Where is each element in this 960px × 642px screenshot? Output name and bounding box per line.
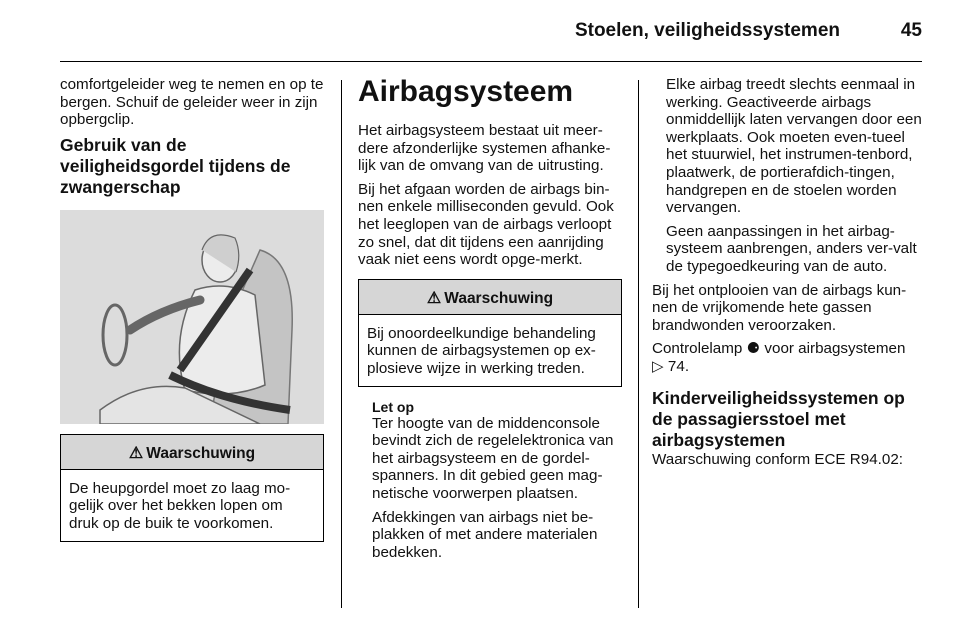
page-number: 45 [900, 20, 922, 41]
warning-title: Waarschuwing [146, 444, 256, 462]
paragraph: Bij het ontplooien van de airbags kun-nen de vrijkomende hete gassen brandwonden veroorzaken. [652, 281, 907, 334]
warning-body [359, 315, 621, 386]
seatbelt-illustration-drawing [60, 210, 324, 424]
warning-title: Waarschuwing [444, 289, 554, 307]
paragraph: Bij het afgaan worden de airbags bin-nen enkele milliseconden gevuld. Ook het leeglopen van de airbags verloopt zo snel, dat dit tijdens een aanrijding vaak niet eens wordt opge-merkt. [358, 180, 614, 269]
column-divider [341, 80, 342, 608]
control-lamp-prefix: Controlelamp [652, 340, 743, 358]
section-title: Airbagsysteem [358, 75, 574, 108]
warning-triangle-icon: ⚠ [128, 444, 144, 462]
section-heading: Kinderveiligheidssystemen op de passagiersstoel met airbagsystemen [652, 387, 905, 450]
paragraph: Elke airbag treedt slechts eenmaal in werking. Geactiveerde airbags onmiddellijk laten vervangen door een werkplaats. Ook moeten even-tueel het stuurwiel, het instrumen-tenbord, plaatwerk, de portierafdich-tingen, handgrepen en de stoelen worden vervangen. [666, 76, 922, 217]
pregnant-seatbelt-illustration [60, 210, 324, 424]
warning-header [61, 435, 323, 470]
warning-header [359, 280, 621, 315]
column-2 [358, 76, 622, 567]
arrow-reference-icon: ▷ [652, 357, 664, 375]
header-rule [60, 61, 922, 62]
page-reference: 74. [667, 357, 690, 375]
intro-text: comfortgeleider weg te nemen en op te bergen. Schuif de geleider weer in zijn opbergclip. [60, 76, 324, 129]
note-continuation [652, 76, 924, 276]
column-divider [638, 80, 639, 608]
control-lamp-suffix: voor airbagsystemen [764, 340, 906, 358]
paragraph: Het airbagsysteem bestaat uit meer-dere afzonderlijke systemen afhanke-lijk van de omvang van de uitrusting. [358, 122, 611, 175]
note-paragraph: Afdekkingen van airbags niet be-plakken of met andere materialen bedekken. [372, 508, 598, 561]
column-1 [60, 76, 324, 552]
warning-box [358, 279, 622, 387]
warning-body [61, 470, 323, 541]
warning-triangle-icon: ⚠ [426, 289, 442, 307]
paragraph: Geen aanpassingen in het airbag-systeem aanbrengen, anders ver-valt de typegoedkeuring van de auto. [666, 222, 917, 275]
note-title: Let op [372, 398, 414, 415]
note-block [358, 399, 622, 562]
section-heading: Gebruik van de veiligheidsgordel tijdens de zwangerschap [60, 134, 291, 197]
control-lamp-paragraph [652, 340, 924, 375]
note-paragraph: Ter hoogte van de middenconsole bevindt zich de regelelektronica van het airbagsysteem en de gordel-spanners. In dit gebied geen mag-netische voorwerpen plaatsen. [372, 414, 614, 502]
warning-box [60, 434, 324, 542]
warning-text: De heupgordel moet zo laag mo-gelijk over het bekken lopen om druk op de buik te voorkomen. [69, 479, 291, 532]
airbag-indicator-icon: ⚈ [746, 340, 761, 358]
warning-text: Bij onoordeelkundige behandeling kunnen de airbagsystemen op ex-plosieve wijze in werking treden. [367, 324, 596, 377]
column-3 [652, 76, 924, 474]
paragraph: Waarschuwing conform ECE R94.02: [652, 450, 903, 468]
header-title: Stoelen, veiligheidssystemen [574, 20, 840, 41]
